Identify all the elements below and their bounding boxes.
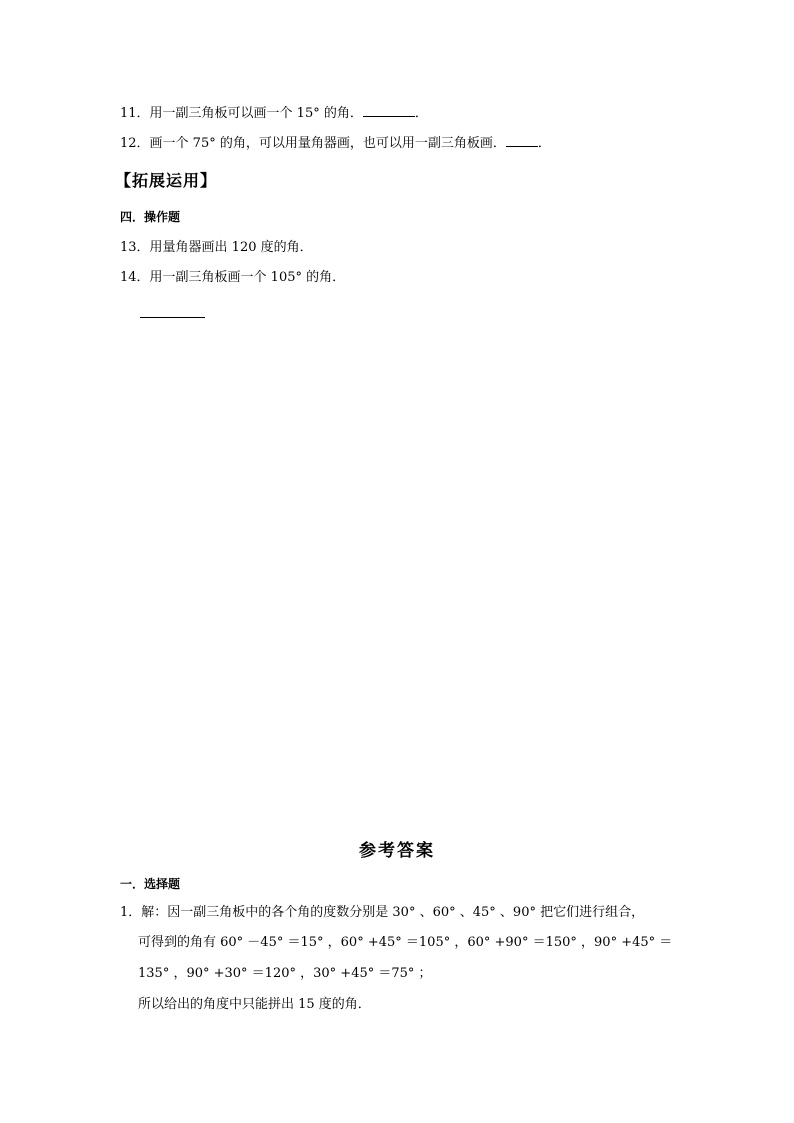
question-13: 13．用量角器画出 120 度的角． [120, 240, 313, 255]
question-11-answer-blank[interactable] [363, 104, 415, 117]
drawing-line [140, 317, 205, 318]
section-heading-four: 四．操作题 [120, 210, 181, 224]
answer-1-line-4: 所以给出的角度中只能拼出 15 度的角． [138, 997, 371, 1012]
section-heading-expand: 【拓展运用】 [115, 171, 218, 190]
question-12-period: ． [537, 136, 551, 151]
question-12 [120, 134, 551, 153]
answer-1-line-3: 135° ，90° +30° ＝120° ，30° +45° ＝75° ； [138, 966, 432, 981]
question-11-text: 11．用一副三角板可以画一个 15° 的角． [120, 106, 363, 121]
question-11 [120, 104, 428, 123]
question-14: 14．用一副三角板画一个 105° 的角． [120, 270, 346, 285]
question-12-answer-blank[interactable] [506, 134, 538, 147]
answer-1-line-1: 1．解：因一副三角板中的各个角的度数分别是 30° 、60° 、45° 、90° 把它们进行组合， [120, 905, 645, 920]
question-11-period: ． [414, 106, 428, 121]
answers-section-one: 一．选择题 [120, 877, 181, 891]
question-12-text: 12．画一个 75° 的角，可以用量角器画，也可以用一副三角板画． [120, 136, 506, 151]
answers-title: 参考答案 [359, 841, 435, 861]
answer-1-line-2: 可得到的角有 60° －45° ＝15° ，60° +45° ＝105° ，60° +90° ＝150° ，90° +45° ＝ [138, 935, 673, 950]
